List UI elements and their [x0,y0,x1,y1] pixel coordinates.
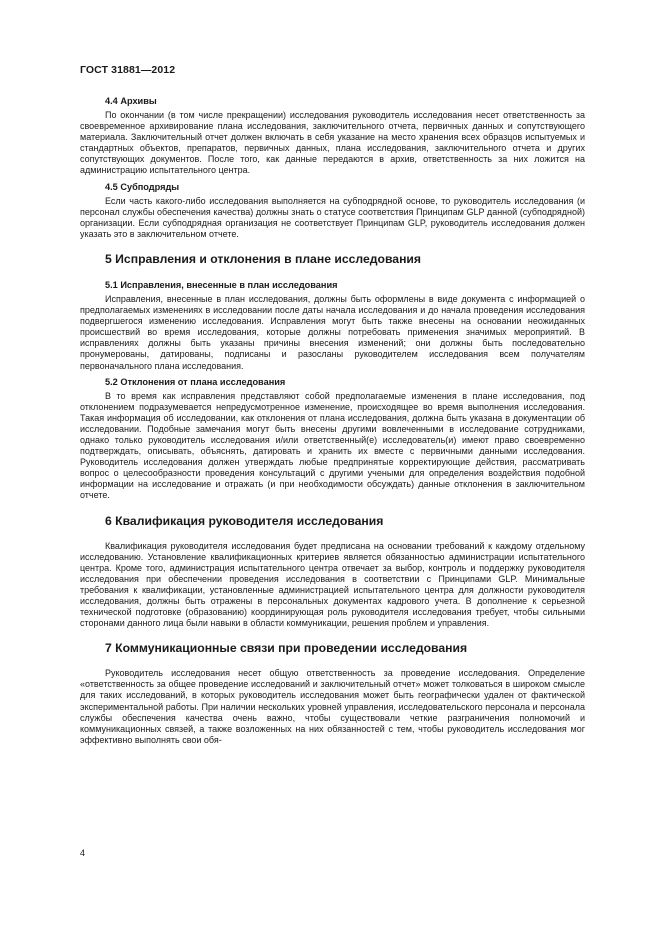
page-number: 4 [80,848,86,858]
paragraph: Квалификация руководителя исследования будет предписана на основании требований к каждому отдельному исследованию. Установление квалификационных критериев является обязанностью администрации испытательного центра. Кроме того, администрация испытательного центра отвечает за выбор, контроль и поддержку руководителя исследования при обеспечении проведения исследования в соответствии с Принципами GLP. Минимальные требования к квалификации, установленные администрацией испытательного центра для должности руководителя исследования, должны быть отражены в персональных документах кадрового учета. В дополнение к серьезной технической подготовке (образованию) координирующая роль руководителя исследования требует, чтобы сильными сторонами данного лица были навыки в области коммуникации, решения проблем и управления. [80,540,585,629]
paragraph: Исправления, внесенные в план исследования, должны быть оформлены в виде документа с информацией о предполагаемых изменениях в исследовании после даты начала исследования и до начала проведения исследования подвергшегося изменению исследования. Исправления могут быть также внесены на основании неожиданных происшествий во время исследования, которые должны потребовать применения значимых мероприятий. В исправлениях должны быть указаны причины внесения изменений; они должны быть последовательно пронумерованы, датированы, подписаны и разосланы руководителем исследования всем получателям первоначального плана исследования. [80,293,585,371]
paragraph: В то время как исправления представляют собой предполагаемые изменения в плане исследования, под отклонением подразумевается непредусмотренное изменение, происходящее во время выполнения исследования. Такая информация об исследовании, как отклонения от плана исследования, должна быть указана в документации об исследовании. Подобные замечания могут быть внесены другими вовлеченными в исследование сотрудниками, однако только руководитель исследования и/или ответственный(е) исследователь(и) имеют право своевременно подтверждать, описывать, объяснять, датировать и хранить их вместе с первичными данными исследования. Руководитель исследования должен утверждать любые предпринятые корректирующие действия, рассматривать вопрос о целесообразности проведения консультаций с другими учеными для определения воздействия подобной информации на исследование и отражать (и при необходимости обсуждать) данные отклонения в заключительном отчете. [80,390,585,501]
paragraph: Если часть какого-либо исследования выполняется на субподрядной основе, то руководитель исследования (и персонал службы обеспечения качества) должны знать о статусе соответствия Принципам GLP данной (субподрядной) организации. Если субподрядная организация не соответствует Принципам GLP, руководитель исследования должен указать это в заключительном отчете. [80,195,585,239]
section-6-heading: 6 Квалификация руководителя исследования [105,513,384,528]
subsection-5-1-heading: 5.1 Исправления, внесенные в план исследования [105,279,338,290]
paragraph: По окончании (в том числе прекращении) исследования руководитель исследования несет ответственность за своевременное архивирование плана исследования, заключительного отчета, первичных данных и сопутствующего материала. Заключительный отчет должен включать в себя указание на место хранения всех образцов испытуемых и стандартных объектов, препаратов, первичных данных, плана исследования, заключительного отчета и других сопутствующих документов. После того, как данные передаются в архив, ответственность за них ложится на администрацию испытательного центра. [80,110,585,176]
document-body [80,95,585,750]
paragraph: Руководитель исследования несет общую ответственность за проведение исследования. Определение «ответственность за общее проведение исследований и заключительный отчет» может толковаться в широком смысле для таких исследований, в которых руководитель исследования может быть географически удален от фактической экспериментальной работы. При наличии нескольких уровней управления, исследовательского персонала и персонала службы обеспечения качества очень важно, чтобы существовали четкие разграничения полномочий и коммуникационных связей, а также возложенных на них обязанностей с тем, чтобы руководитель исследования мог эффективно выполнять свои обя- [80,668,585,745]
subsection-4-4-heading: 4.4 Архивы [105,96,157,106]
section-7-heading: 7 Коммуникационные связи при проведении исследования [105,641,468,656]
subsection-4-5-heading: 4.5 Субподряды [105,181,180,192]
subsection-5-2-heading: 5.2 Отклонения от плана исследования [105,376,286,387]
document-header: ГОСТ 31881—2012 [80,64,176,76]
section-5-heading: 5 Исправления и отклонения в плане исследования [105,251,422,266]
